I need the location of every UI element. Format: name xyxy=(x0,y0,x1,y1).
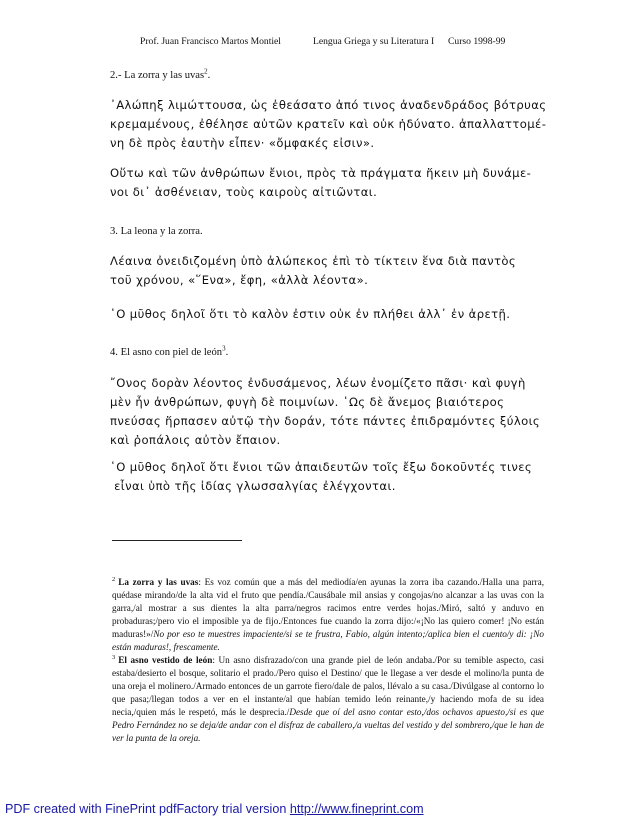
greek-line: καὶ ῥοπάλοις αὐτὸν ἔπαιον. xyxy=(110,433,281,447)
section-title-text: 4. El asno con piel de león xyxy=(110,347,223,358)
footnote-heading: La zorra y las uvas xyxy=(118,577,199,587)
footnote-moral: No por eso te muestres impaciente/si se te frustra, Fabio, algún intento;/aplica bien el cuento/y di: ¡No están maduras!, frescamente. xyxy=(112,629,544,652)
greek-line: ᾿Αλώπηξ λιμώττουσα, ὡς ἐθεάσατο ἀπό τινος ἀναδενδράδος βότρυας xyxy=(110,98,547,112)
footnote-heading: El asno vestido de león xyxy=(118,655,213,665)
section-title-zorra-uvas: 2.- La zorra y las uvas$^2$. xyxy=(110,67,211,81)
header-author: Prof. Juan Francisco Martos Montiel xyxy=(140,36,281,47)
section-title-suffix: . xyxy=(225,347,229,358)
greek-line: εἶναι ὑπὸ τῆς ἰδίας γλωσσαλγίας ἐλέγχονται. xyxy=(110,479,396,493)
footnote-ref: 3 xyxy=(222,344,226,353)
greek-line: Λέαινα ὀνειδιζομένη ὑπὸ ἀλώπεκος ἐπὶ τὸ τίκτειν ἕνα διὰ παντὸς xyxy=(110,254,517,268)
section-title-leona-zorra: 3. La leona y la zorra. xyxy=(110,226,203,237)
pdf-creator-footer xyxy=(5,802,424,816)
greek-text-leona-zorra xyxy=(110,252,540,290)
greek-line: ῾Ο μῦθος δηλοῖ ὅτι τὸ καλὸν ἐστιν οὐκ ἐν πλήθει ἀλλ᾿ ἐν ἀρετῇ. xyxy=(110,307,511,321)
greek-line: τοῦ χρόνου, «῞Ενα», ἔφη, «ἀλλὰ λέοντα». xyxy=(110,273,369,287)
greek-line: ῎Ονος δορὰν λέοντος ἐνδυσάμενος, λέων ἐνομίζετο πᾶσι· καὶ φυγὴ xyxy=(110,376,526,390)
footnote-3 xyxy=(112,654,544,745)
footnotes xyxy=(112,576,544,745)
greek-line: κρεμαμένους, ἐθέλησε αὐτῶν κρατεῖν καὶ οὐκ ἠδύνατο. ἀπαλλαττομέ- xyxy=(110,117,547,131)
greek-line: πνεύσας ἥρπασεν αὐτῷ τὴν δοράν, τότε πάντες ἐπιδραμόντες ξύλοις xyxy=(110,414,541,428)
fineprint-link[interactable]: http://www.fineprint.com xyxy=(289,802,424,816)
footnote-number: 2 xyxy=(112,575,116,583)
footnote-body: : Un asno disfrazado/con una grande piel de león andaba./Por su temible aspecto, casi estaba/desierto el bosque, solitario el prado./Pero quiso el Destino/ que le llegase a ver desde el molino/la punta de una oreja el molinero./Armado entonces de un garrote fiero/dale de palos, llévalo a su casa./Divúlgase al contorno lo que pasa;/llegan todos a ver en el instante/al que habían temido león reinante,/y haciendo mofa de su idea necia,/quien más le respetó, más le desprecia./ xyxy=(112,655,544,717)
header-course: Curso 1998-99 xyxy=(448,36,506,47)
greek-text-zorra-uvas xyxy=(110,96,547,153)
footnote-number: 3 xyxy=(112,653,116,661)
footnote-ref: 2 xyxy=(204,67,208,76)
section-title-text: 2.- La zorra y las uvas xyxy=(110,70,205,81)
footnote-2 xyxy=(112,576,544,654)
greek-line: Οὕτω καὶ τῶν ἀνθρώπων ἔνιοι, πρὸς τὰ πράγματα ἥκειν μὴ δυνάμε- xyxy=(110,166,532,180)
greek-line: νη δὲ πρὸς ἑαυτὴν εἶπεν· «ὄμφακές εἰσιν». xyxy=(110,136,375,150)
greek-text-asno-leon xyxy=(110,374,540,450)
greek-moral-zorra-uvas xyxy=(110,164,540,202)
greek-line: ῾Ο μῦθος δηλοῖ ὅτι ἔνιοι τῶν ἀπαιδευτῶν τοῖς ἔξω δοκοῦντές τινες xyxy=(110,460,533,474)
greek-line: νοι δι᾿ ἀσθένειαν, τοὺς καιροὺς αἰτιῶνται. xyxy=(110,185,378,199)
section-title-asno-leon xyxy=(110,344,229,358)
greek-moral-leona-zorra xyxy=(110,305,540,324)
footnote-body: : Es voz común que a más del mediodía/en ayunas la zorra iba cazando./Halla una parra, quédase mirando/de la alta vid el fruto que pendía./Causábale mil ansias y congojas/no alcanzar a las uvas con la garra,/al mostrar a sus dientes la alta parra/negros racimos entre verdes hojas./Miró, saltó y anduvo en probaduras;/pero vio el imposible ya de fijo./Entonces fue cuando la zorra dijo:/«¡No las quiero comer! ¡No están maduras!»/ xyxy=(112,577,544,639)
footnote-moral: Desde que oí del asno contar esto,/dos ochavos apuesto,/si es que Pedro Fernández no se deja/de andar con el disfraz de caballero,/a vueltas del vestido y del sombrero,/que le han de ver la punta de la oreja. xyxy=(112,707,544,743)
pdf-footer-text: PDF created with FinePrint pdfFactory trial version xyxy=(5,802,290,816)
footnote-separator xyxy=(112,540,242,541)
header-subject: Lengua Griega y su Literatura I xyxy=(313,36,435,47)
greek-line: μὲν ἦν ἀνθρώπων, φυγὴ δὲ ποιμνίων. ῾Ως δὲ ἄνεμος βιαιότερος xyxy=(110,395,505,409)
greek-moral-asno-leon xyxy=(110,458,540,496)
